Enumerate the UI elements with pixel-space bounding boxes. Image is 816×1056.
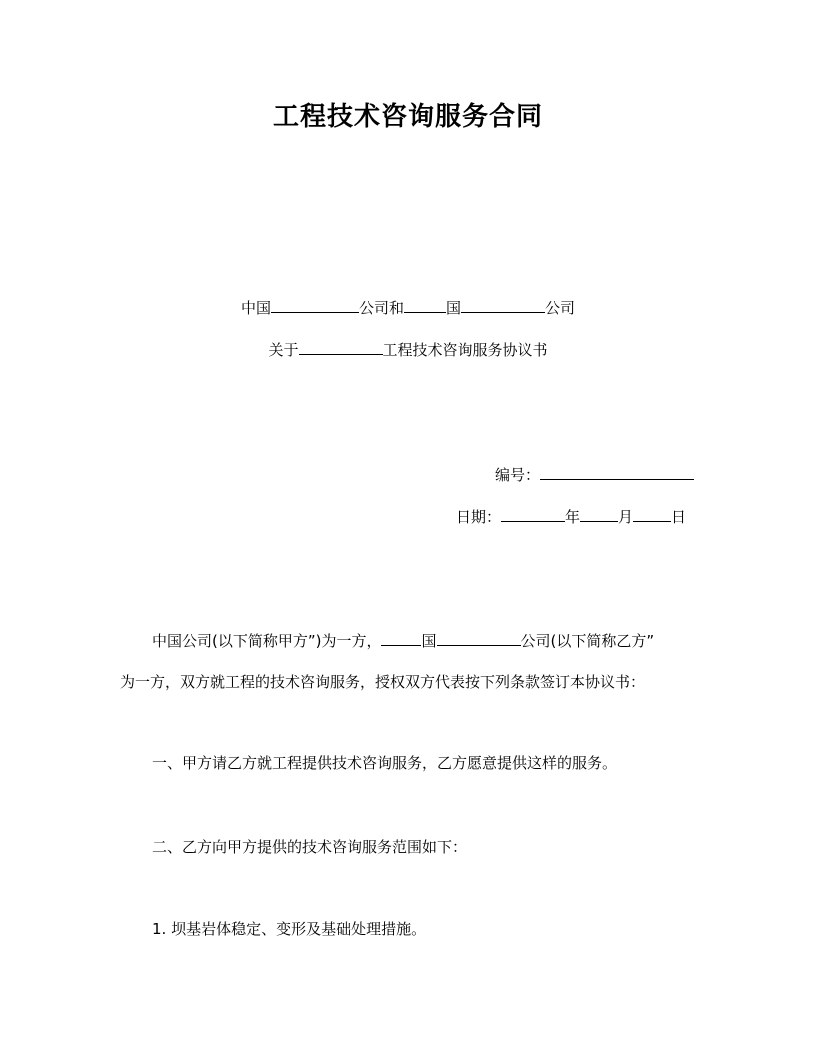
day-label: 日	[671, 508, 687, 526]
about-text-prefix: 关于	[268, 341, 299, 359]
year-label: 年	[565, 508, 581, 526]
intro-text-party-a: 中国公司(以下简称甲方”)为一方，	[152, 632, 382, 650]
year-field[interactable]	[501, 505, 565, 522]
intro-paragraph-line-2: 为一方，双方就工程的技术咨询服务，授权双方代表按下列条款签订本协议书：	[120, 673, 646, 691]
parties-text-company: 公司	[545, 299, 576, 317]
clause-1: 一、甲方请乙方就工程提供技术咨询服务，乙方愿意提供这样的服务。	[152, 754, 618, 772]
parties-text-company-and: 公司和	[358, 299, 404, 317]
blank-field[interactable]	[299, 338, 383, 355]
about-line	[0, 338, 816, 361]
day-field[interactable]	[633, 505, 671, 522]
parties-line	[0, 296, 816, 319]
parties-text-china: 中国	[240, 299, 271, 317]
parties-text-country: 国	[446, 299, 462, 317]
blank-field[interactable]	[461, 296, 545, 313]
blank-field[interactable]	[404, 296, 446, 313]
about-text-suffix: 工程技术咨询服务协议书	[382, 341, 548, 359]
date-line	[456, 505, 686, 528]
number-field[interactable]	[540, 463, 694, 480]
blank-field[interactable]	[381, 629, 421, 646]
blank-field[interactable]	[437, 629, 521, 646]
intro-text-country: 国	[421, 632, 437, 650]
intro-paragraph-line-1	[152, 629, 654, 652]
month-label: 月	[618, 508, 634, 526]
number-label: 编号：	[495, 466, 541, 484]
document-title: 工程技术咨询服务合同	[272, 102, 543, 132]
blank-field[interactable]	[271, 296, 359, 313]
item-1: 1. 坝基岩体稳定、变形及基础处理措施。	[152, 920, 427, 938]
clause-2: 二、乙方向甲方提供的技术咨询服务范围如下：	[152, 838, 468, 856]
intro-text-party-b: 公司(以下简称乙方”	[520, 632, 655, 650]
date-label: 日期：	[456, 508, 502, 526]
month-field[interactable]	[580, 505, 618, 522]
number-line	[495, 463, 694, 486]
